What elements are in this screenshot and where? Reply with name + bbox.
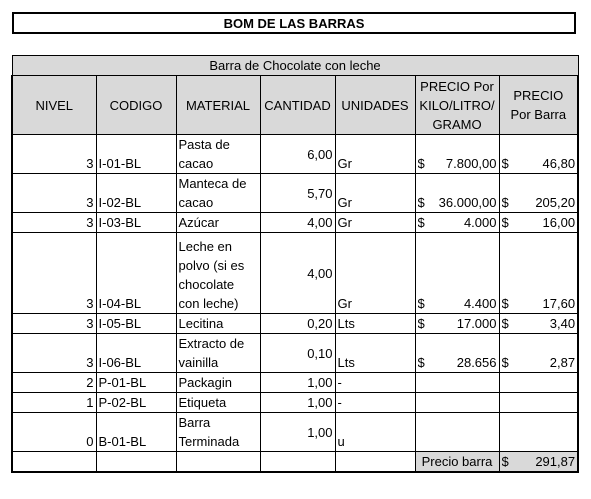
precio-barra-value: 205,20 <box>535 195 576 210</box>
header-material: MATERIAL <box>176 76 260 135</box>
cell-precio-barra <box>499 413 578 452</box>
cell-precio-unit <box>415 413 499 452</box>
cell-material: Leche en polvo (si es chocolate con leche) <box>176 233 260 314</box>
cell-codigo: I-03-BL <box>96 213 176 233</box>
currency-symbol: $ <box>501 296 509 311</box>
cell-unidades: Gr <box>335 174 415 213</box>
currency-symbol: $ <box>501 355 509 370</box>
total-row <box>12 452 578 473</box>
header-unidades: UNIDADES <box>335 76 415 135</box>
currency-symbol: $ <box>501 316 509 331</box>
precio-unit-value: 4.000 <box>463 215 497 230</box>
header-nivel: NIVEL <box>12 76 96 135</box>
table-row <box>12 135 578 174</box>
cell-precio-barra <box>499 213 578 233</box>
cell-precio-barra <box>499 314 578 334</box>
table-row <box>12 373 578 393</box>
cell-precio-unit <box>415 213 499 233</box>
cell-unidades: - <box>335 373 415 393</box>
cell-cantidad: 0,20 <box>260 314 335 334</box>
cell-precio-unit <box>415 174 499 213</box>
currency-symbol: $ <box>501 156 509 171</box>
cell-material: Azúcar <box>176 213 260 233</box>
cell-material: Lecitina <box>176 314 260 334</box>
cell-unidades: Lts <box>335 314 415 334</box>
cell-precio-barra <box>499 135 578 174</box>
bom-table <box>11 55 579 473</box>
header-codigo: CODIGO <box>96 76 176 135</box>
cell-precio-barra <box>499 233 578 314</box>
cell-precio-barra <box>499 393 578 413</box>
cell-codigo: I-01-BL <box>96 135 176 174</box>
cell-material: Etiqueta <box>176 393 260 413</box>
precio-unit-value: 4.400 <box>463 296 497 311</box>
cell-nivel: 3 <box>12 233 96 314</box>
cell-material: Pasta de cacao <box>176 135 260 174</box>
cell-material: Manteca de cacao <box>176 174 260 213</box>
currency-symbol: $ <box>501 215 509 230</box>
cell-nivel: 2 <box>12 373 96 393</box>
cell-nivel: 1 <box>12 393 96 413</box>
cell-nivel: 3 <box>12 314 96 334</box>
table-row <box>12 334 578 373</box>
cell-codigo: P-02-BL <box>96 393 176 413</box>
bom-body <box>12 135 578 452</box>
cell-nivel: 3 <box>12 334 96 373</box>
header-cantidad: CANTIDAD <box>260 76 335 135</box>
precio-unit-value: 28.656 <box>456 355 497 370</box>
table-row <box>12 233 578 314</box>
cell-precio-barra <box>499 174 578 213</box>
precio-barra-value: 17,60 <box>542 296 576 311</box>
cell-cantidad: 6,00 <box>260 135 335 174</box>
cell-precio-unit <box>415 334 499 373</box>
total-empty-4 <box>260 452 335 473</box>
cell-nivel: 3 <box>12 135 96 174</box>
cell-cantidad: 1,00 <box>260 413 335 452</box>
table-caption: Barra de Chocolate con leche <box>12 56 578 76</box>
cell-precio-unit <box>415 314 499 334</box>
currency-symbol: $ <box>417 296 425 311</box>
currency-symbol: $ <box>417 215 425 230</box>
header-precio-barra: PRECIO Por Barra <box>499 76 578 135</box>
bom-title: BOM DE LAS BARRAS <box>12 12 576 34</box>
total-currency: $ <box>501 454 509 469</box>
cell-nivel: 3 <box>12 174 96 213</box>
precio-barra-value: 3,40 <box>549 316 576 331</box>
cell-material: Barra Terminada <box>176 413 260 452</box>
precio-unit-value: 36.000,00 <box>438 195 497 210</box>
currency-symbol: $ <box>417 156 425 171</box>
currency-symbol: $ <box>417 195 425 210</box>
cell-cantidad: 1,00 <box>260 373 335 393</box>
table-row <box>12 314 578 334</box>
cell-codigo: I-06-BL <box>96 334 176 373</box>
total-label: Precio barra <box>415 452 499 473</box>
precio-barra-value: 16,00 <box>542 215 576 230</box>
cell-unidades: Lts <box>335 334 415 373</box>
cell-unidades: u <box>335 413 415 452</box>
cell-unidades: - <box>335 393 415 413</box>
cell-codigo: I-04-BL <box>96 233 176 314</box>
table-row <box>12 393 578 413</box>
cell-precio-barra <box>499 334 578 373</box>
cell-codigo: B-01-BL <box>96 413 176 452</box>
total-empty-3 <box>176 452 260 473</box>
currency-symbol: $ <box>417 355 425 370</box>
cell-cantidad: 4,00 <box>260 213 335 233</box>
table-row <box>12 174 578 213</box>
cell-precio-unit <box>415 135 499 174</box>
cell-cantidad: 4,00 <box>260 233 335 314</box>
cell-codigo: I-02-BL <box>96 174 176 213</box>
cell-precio-unit <box>415 233 499 314</box>
precio-barra-value: 46,80 <box>542 156 576 171</box>
header-precio-unit: PRECIO Por KILO/LITRO/ GRAMO <box>415 76 499 135</box>
cell-precio-unit <box>415 373 499 393</box>
cell-precio-barra <box>499 373 578 393</box>
total-empty-1 <box>12 452 96 473</box>
cell-unidades: Gr <box>335 213 415 233</box>
cell-nivel: 0 <box>12 413 96 452</box>
cell-unidades: Gr <box>335 135 415 174</box>
cell-cantidad: 0,10 <box>260 334 335 373</box>
currency-symbol: $ <box>501 195 509 210</box>
total-empty-2 <box>96 452 176 473</box>
cell-material: Extracto de vainilla <box>176 334 260 373</box>
cell-codigo: I-05-BL <box>96 314 176 334</box>
cell-material: Packagin <box>176 373 260 393</box>
table-row <box>12 213 578 233</box>
precio-barra-value: 2,87 <box>549 355 576 370</box>
precio-unit-value: 17.000 <box>456 316 497 331</box>
cell-cantidad: 1,00 <box>260 393 335 413</box>
total-empty-5 <box>335 452 415 473</box>
currency-symbol: $ <box>417 316 425 331</box>
cell-cantidad: 5,70 <box>260 174 335 213</box>
table-row <box>12 413 578 452</box>
total-value-cell <box>499 452 578 473</box>
cell-precio-unit <box>415 393 499 413</box>
cell-nivel: 3 <box>12 213 96 233</box>
precio-unit-value: 7.800,00 <box>445 156 497 171</box>
cell-codigo: P-01-BL <box>96 373 176 393</box>
cell-unidades: Gr <box>335 233 415 314</box>
total-value: 291,87 <box>535 454 576 469</box>
